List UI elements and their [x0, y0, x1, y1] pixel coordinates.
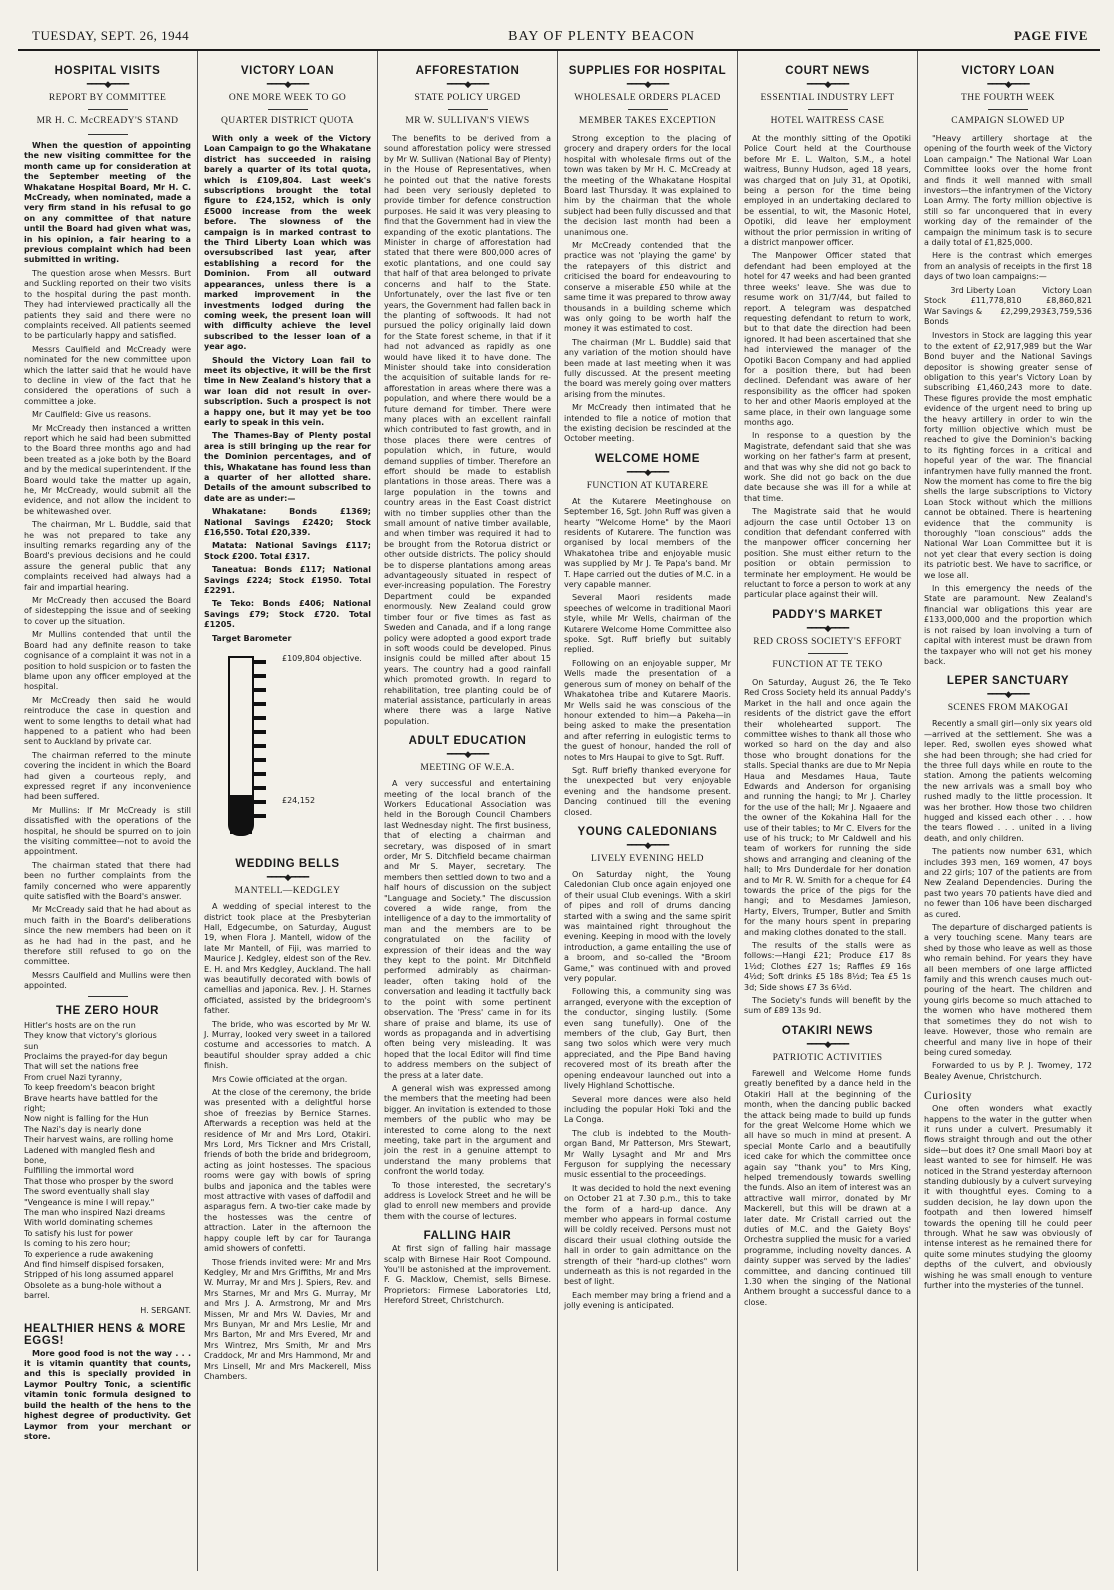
article-body — [744, 678, 911, 1017]
poem-line: From cruel Nazi tyranny, — [24, 1072, 123, 1082]
article-paragraph: On Saturday night, the Young Caledonian Club once again enjoyed one of their usual Club evenings. With a skirl of pipes and roll of drums dancing started with a swing and the same spirit was maintained right throughout the evening. Keeping in mood with the lovely introduction, a game entailing the use of a broom, and so-called the "Broom Game," was continued with and proved very popular. — [564, 869, 731, 984]
table-header-cell: 3rd Liberty Loan — [950, 285, 1016, 295]
article-body — [924, 134, 1092, 283]
paper-name: BAY OF PLENTY BEACON — [508, 29, 696, 44]
subhead: MEMBER TAKES EXCEPTION — [578, 116, 717, 126]
article-paragraph: When the question of appointing the new visiting committee for the month came up for consideration at the September meeting of the Whakatane Hospital Board, Mr H. C. McCready, when nominated, made a very firm stand in his refusal to go on any committee of that nature until the Board had given what was, in his opinion, a fair hearing to a previous complaint which had been submitted in writing. — [24, 141, 191, 265]
article-body — [924, 719, 1092, 1082]
headline-otakiri-news: OTAKIRI NEWS — [781, 1024, 874, 1037]
article-paragraph: The chairman referred to the minute covering the incident in which the Board had given a courteous reply, and expressed regret if any inconvenience had been suffered. — [24, 750, 191, 802]
ornament-rule — [564, 79, 731, 89]
barometer-tick — [252, 702, 266, 706]
table-cell: £3,759,536 — [1046, 306, 1092, 316]
subhead: RED CROSS SOCIETY'S EFFORT — [753, 636, 902, 647]
subhead: ONE MORE WEEK TO GO — [228, 93, 347, 103]
article-paragraph: Several Maori residents made speeches of welcome in traditional Maori style, while Mr Wells, chairman of the Kutarere Welcome Home Committee also spoke. Sgt. Ruff briefly but suitably replied. — [564, 593, 731, 655]
ornament-rule — [744, 79, 911, 89]
masthead — [18, 8, 1100, 51]
poem-line: To experience a rude awakening — [24, 1249, 154, 1259]
table-cell: Stock — [924, 296, 947, 306]
article-paragraph: Mr McCready contended that the practice was not 'playing the game' by the ratepayers of this district and criticised the board for endeavouring to conserve a miserable £50 while at the same time it was prepared to throw away thousands in a building scheme which was only going to be worth half the money it was estimated to cost. — [564, 241, 731, 334]
article-paragraph: Matata: National Savings £117; Stock £200. Total £317. — [204, 541, 371, 561]
table-cell: War Savings & Bonds — [924, 306, 983, 326]
article-paragraph: The chairman, Mr L. Buddle, said that he was not prepared to take any insulting remarks regarding any of the Board's previous decisions and he could assure the general public that any complaints received had always had a fair and impartial hearing. — [24, 520, 191, 592]
article-paragraph: Mr Mullins contended that until the Board had any definite reason to take cognisance of a complaint it was not in a position to hold suspicion or to fasten the blame upon any officer employed at the hospital. — [24, 630, 191, 692]
article-paragraph: Mr McCready then intimated that he intended to file a notice of motion that the existing decision be rescinded at the October meeting. — [564, 403, 731, 444]
barometer-tick — [252, 786, 266, 790]
article-paragraph: Mrs Cowie officiated at the organ. — [212, 1074, 348, 1084]
barometer-tick — [252, 660, 266, 664]
subhead: PATRIOTIC ACTIVITIES — [772, 1052, 883, 1063]
headline-victory-loan: VICTORY LOAN — [240, 65, 335, 77]
poem-line: To keep freedom's beacon bright — [24, 1083, 155, 1093]
poem-line: The sword eventually shall slay — [24, 1187, 150, 1197]
article-paragraph: Mr McCready then instanced a written report which he said had been submitted to the Board three months ago and had been treated as a joke both by the Board and by the medical superintendent. If the Board would take the matter up again, he, Mr McCready, would submit all the evidence, and not allow the incident to be whitewashed over. — [24, 423, 191, 516]
subhead: SCENES FROM MAKOGAI — [947, 703, 1069, 714]
divider — [88, 134, 128, 135]
advert-title: FALLING HAIR — [423, 1230, 512, 1243]
headline-hospital-visits: HOSPITAL VISITS — [54, 65, 161, 77]
article-paragraph: The Society's funds will benefit by the sum of £89 13s 9d. — [744, 996, 911, 1016]
poem-line: To satisfy his lust for power — [24, 1228, 133, 1238]
ornament-rule — [564, 467, 731, 477]
article-paragraph: Should the Victory Loan fail to meet its objective, it will be the first time in New Zealand's history that a war loan did not result in over-subscription. Such a prospect is not a happy one, but it may yet be too early to speak in this vein. — [204, 355, 371, 427]
table-row — [924, 307, 1092, 328]
divider — [88, 996, 128, 997]
subhead: LIVELY EVENING HELD — [591, 853, 704, 864]
poem-line: Their harvest wains, are rolling home — [24, 1135, 174, 1145]
barometer-title: Target Barometer — [212, 633, 292, 643]
article-paragraph: "Heavy artillery shortage at the opening of the fourth week of the Victory Loan campaign." The National War Loan Committee looks over the home front and finds it well manned with small investors—the infantrymen of the Victory Loan Army. The forty million objective is still so far unconquered that in every working day of the remainder of the campaign the minimum task is to secure a daily total of £1,825,000. — [924, 134, 1092, 248]
subhead: MR H. C. McCREADY'S STAND — [36, 116, 179, 126]
columns — [18, 51, 1100, 1571]
poem-line: The Nazi's day is nearly done — [24, 1124, 142, 1134]
article-paragraph: Messrs Caulfield and McCready were nominated for the new committee upon which the latter said that he would have to decline in view of the fact that he considered the operations of such a committee a joke. — [24, 344, 191, 406]
poem-line: bone, — [24, 1155, 47, 1165]
table-cell: £11,778,810 — [970, 296, 1022, 306]
article-paragraph: Mr McCready said that he had about as much faith in the Board's deliberations since the new members had been on it as he had had in the past, and he therefore still refused to go on the committee. — [24, 905, 191, 967]
poem-line: Ladened with mangled flesh and — [24, 1145, 155, 1155]
poem-signature: H. SERGANT. — [140, 1305, 191, 1315]
divider — [808, 653, 848, 654]
table-header-row — [924, 286, 1092, 296]
poem-line: Now night is falling for the Hun — [24, 1114, 149, 1124]
target-barometer — [212, 650, 371, 850]
article-paragraph: The question arose when Messrs. Burt and Suckling reported on their two visits to the hospital during the past month. They had interviewed practically all the patients they said and there were no complaints received. All patients seemed to be particularly happy and satisfied. — [24, 268, 191, 341]
poem — [24, 1021, 191, 1302]
article-paragraph: At the close of the ceremony, the bride was presented with a delightful horse shoe of freezias by Bernice Starnes. Afterwards a reception was held at the residence of Mr and Mrs Lord, Otakiri. Mrs Lord, Mrs Tickner and Mrs Cristall, friends of both the bride and bridegroom, acting as joint hostesses. The spacious rooms were gay with bowls of spring bulbs and japonica and the tables were most attractive with vases of daffodil and asparagus fern. A two-tier cake made by the hostesses was the centre of attraction. Later in the afternoon the happy couple left by car for Tauranga amid showers of confetti. — [204, 1088, 371, 1254]
article-body — [744, 1069, 911, 1308]
article-paragraph: Messrs Caulfield and Mullins were then appointed. — [24, 970, 191, 991]
article-paragraph: Strong exception to the placing of grocery and drapery orders for the local hospital with wholesale firms out of the town was taken by Mr H. C. McCready at the meeting of the Whakatane Hospital Board last Thursday. It was explained to him by the chairman that the whole subject had been fully discussed and that the decision last month had been a unanimous one. — [564, 134, 731, 237]
article-paragraph: The Manpower Officer stated that defendant had been employed at the hotel for 47 weeks and had been granted three weeks' leave. She was due to resume work on 31/7/44, but failed to report. A telegram was despatched requesting defendant to return to work, but to that date the direction had been ignored. It had been ascertained that she had interviewed the manager of the Opotiki Bacon Company and had applied for a position there, but had been declined. Defendant was aware of her responsibility as the officer had spoken to her and other Maoris employed at the same place, in their own language some months ago. — [744, 251, 911, 427]
article-body — [564, 497, 731, 818]
headline-wedding-bells: WEDDING BELLS — [235, 858, 340, 871]
ornament-rule — [744, 623, 911, 633]
headline-curiosity: Curiosity — [924, 1090, 973, 1103]
poem-line: right; — [24, 1103, 46, 1113]
advert-text: More good food is not the way . . . it is vitamin quantity that counts, and this is specially provided in Laymor Poultry Tonic, a scientific vitamin tonic formula designed to build the health of the hens to the highest degree of productivity. Get Laymor from your merchant or store. — [24, 1348, 191, 1441]
headline-zero-hour: THE ZERO HOUR — [56, 1004, 159, 1017]
ornament-rule — [924, 79, 1092, 89]
article-paragraph: Here is the contrast which emerges from an analysis of receipts in the first 18 days of two loan campaigns:— — [924, 251, 1092, 282]
poem-line: "Vengeance is mine I will repay." — [24, 1197, 155, 1207]
article-paragraph: It was decided to hold the next evening on October 21 at 7.30 p.m., this to take the form of a hard-up dance. Any member who appears in formal costume will be coldly received. Persons must not discard their usual clothing outside the hall in order to gain admittance on the strength of their "hard-up clothes" worn underneath as this is not regarded in the best of light. — [564, 1183, 731, 1287]
article-paragraph: Mr McCready then accused the Board of sidestepping the issue and of seeking to cover up the situation. — [24, 596, 191, 626]
column-6 — [918, 51, 1098, 1571]
headline-leper-sanctuary: LEPER SANCTUARY — [946, 675, 1070, 688]
article-body — [204, 902, 371, 1382]
poem-line: Proclaims the prayed-for day begun — [24, 1051, 168, 1061]
article-paragraph: A very successful and entertaining meeting of the local branch of the Workers Educational Association was held in the Borough Council Chambers last Wednesday night. The first business, that of electing a chairman and secretary, was disposed of in smart order, Mr S. Ditchfield became chairman and Mr S. Mayer, secretary. The members then settled down to two and a half hours of discussion on the subject "Language and Society." The discussion covered a wide range, from the intelligence of a day to the immortality of man and the members are to be congratulated on the facility of expression of their ideas and the way they kept to the point. Mr Ditchfield performed admirably as chairman-leader, often taking hold of the conversation and leading it tactfully back to the point with some pertinent observation. The 'Press' came in for its share of praise and blame, its use of words as propaganda and in advertising often being very misleading. It was hoped that the local Editor will find time to address members on the subject of the press at a later date. — [384, 779, 551, 1080]
loan-comparison-table — [924, 286, 1092, 328]
poem-line: Stripped of his long assumed apparel — [24, 1270, 174, 1280]
article-paragraph: To those interested, the secretary's address is Lovelock Street and he will be glad to enroll new members and provide them with the course of lectures. — [384, 1180, 551, 1221]
issue-date: TUESDAY, SEPT. 26, 1944 — [32, 28, 190, 43]
headline-victory-loan: VICTORY LOAN — [961, 65, 1055, 77]
ornament-rule — [924, 689, 1092, 699]
article-paragraph: The chairman stated that there had been no further complaints from the family concerned who were apparently quite satisfied with the Board's answer. — [24, 860, 191, 902]
ornament-rule — [564, 840, 731, 850]
column-2 — [198, 51, 378, 1571]
article-paragraph: Mr Caulfield: Give us reasons. — [32, 410, 152, 420]
ornament-rule — [204, 79, 371, 89]
article-paragraph: The bride, who was escorted by Mr W. J. Murray, looked very sweet in a tailored costume and accessories to match. A beautiful shoulder spray added a chic finish. — [204, 1019, 371, 1071]
ornament-rule — [24, 79, 191, 89]
article-paragraph: Mr McCready then said he would reintroduce the case in question and went to some lengths to detail what had happened to a patient who had been sent to Auckland by private car. — [24, 695, 191, 747]
divider — [88, 109, 128, 110]
barometer-tick — [252, 800, 266, 804]
poem-line: Is coming to his zero hour; — [24, 1239, 131, 1249]
divider — [268, 109, 308, 110]
column-5 — [738, 51, 918, 1571]
ornament-rule — [384, 79, 551, 89]
article-paragraph: In response to a question by the Magistrate, defendant said that she was working on her father's farm at present, and that was why she did not go back to work. She did not go back on the due date because she was ill for a while at that time. — [744, 431, 911, 503]
article-paragraph: The Magistrate said that he would adjourn the case until October 13 on condition that defendant conferred with the manpower officer concerning her position. She must either return to the position or obtain permission to terminate her employment. He would be reluctant to force a person to work at any particular place against their will. — [744, 507, 911, 600]
subhead: WHOLESALE ORDERS PLACED — [574, 93, 721, 103]
poem-line: With world dominating schemes — [24, 1218, 153, 1228]
subhead: MEETING OF W.E.A. — [420, 763, 515, 774]
article-paragraph: At the monthly sitting of the Opotiki Police Court held at the Courthouse before Mr E. L. Walton, S.M., a hotel waitress, Bunny Hudson, aged 18 years, was charged that on July 31, at Opotiki, being a person for the time being employed in an undertaking declared to be essential, to wit, the Masonic Hotel, Opotiki, did leave her employment without the prior permission in writing of a district manpower officer. — [744, 134, 911, 248]
barometer-tick — [252, 716, 266, 720]
divider — [448, 109, 488, 110]
subhead: ESSENTIAL INDUSTRY LEFT — [760, 93, 895, 103]
barometer-tube — [228, 656, 254, 836]
article-paragraph: Mr Mullins: If Mr McCready is still dissatisfied with the operations of the hospital, he should be spurred on to join the visiting committee—not to avoid the appointment. — [24, 805, 191, 857]
article-body — [204, 134, 371, 631]
article-body — [24, 141, 191, 992]
barometer-objective-label: £109,804 objective. — [282, 654, 362, 664]
barometer-current-label: £24,152 — [282, 796, 316, 806]
article-body — [384, 134, 551, 727]
article-body — [744, 134, 911, 601]
table-header-cell: Victory Loan — [1042, 285, 1092, 295]
poem-line: That those who prosper by the sword — [24, 1176, 174, 1186]
ornament-rule — [384, 749, 551, 759]
article-paragraph: On Saturday, August 26, the Te Teko Red Cross Society held its annual Paddy's Market in the hall and once again the residents of the district gave the effort their wholehearted support. The committee wishes to thank all those who worked so hard on the day and also those who brought donations for the stalls. Special thanks are due to Mr Nepia Haua and Mesdames Haua, Taute Edwards and Anderson for organising and running the hangi; to Mr J. Charley for the use of the hall; Mr J. Ngaaere and the owner of the Kokahina Hall for the use of their tables; to Mr C. Elvers for the use of his truck; to Mr Caldwell and his team of workers for running the side shows and arranging and cleaning of the hall; to Mrs Dunderdale for her donation and to Mr R. W. Smith for a cheque for £4 towards the price of the pigs for the hangi; and to Mesdames Jamieson, Harty, Elvers, Trumper, Butler and Smith for the many hours spent in preparing and making clothes donated to the stall. — [744, 677, 911, 937]
divider — [628, 109, 668, 110]
headline-court-news: COURT NEWS — [785, 65, 870, 77]
article-paragraph: Investors in Stock are lagging this year to the extent of £2,917,989 but the War Bond buyer and the National Savings depositor is showing greater sense of obligation to this year's Victory Loan by subscribing £1,460,243 more to date. These figures provide the most emphatic evidence of the urgent need to bring up the heavy artillery in order to win the forty million objective which must be reached to give the Dominion's backing to its fighting forces in a critical and hopeful year of the war. The financial infantrymen have fully manned the front. Now the moment has come to fire the big shells the large subscriptions to Victory Loan Stock without which the millions cannot be obtained. There is heartening evidence that the community is thoroughly "loan conscious" adds the National War Loan Committee but it is not yet clear that every section is doing its patriotic best. We have to sacrifice, or we lose all. — [924, 331, 1092, 580]
headline-afforestation: AFFORESTATION — [415, 65, 520, 77]
article-paragraph: The results of the stalls were as follows:—Hangi £21; Produce £17 8s 1½d; Clothes £27 1s; Raffles £9 16s 4½d; Soft drinks £5 18s 8½d; Tea £5 1s 3d; Side shows £7 3s 6½d. — [744, 941, 911, 992]
article-paragraph: Several more dances were also held including the popular Hoki Toki and the La Conga. — [564, 1094, 731, 1125]
article-paragraph: A general wish was expressed among the members that the meeting had been bigger. An invitation is extended to those members of the public who may be interested to come along to the next meeting, take part in the argument and join the rest in a genuine attempt to understand the many problems that confront the world today. — [384, 1083, 551, 1177]
table-row — [924, 296, 1092, 306]
column-4 — [558, 51, 738, 1571]
divider — [988, 109, 1028, 110]
column-1 — [18, 51, 198, 1571]
article-paragraph: Farewell and Welcome Home funds greatly benefited by a dance held in the Otakiri Hall at the beginning of the month, when the dancing public backed the attack being made to build up funds for the great Welcome Home which we all have so much in mind at present. A special Monte Carlo and a beautifully iced cake for which the committee once again say "thank you" to Mrs King, helped tremendously towards swelling the funds. Also an item of interest was an attractive wall mirror, donated by Mr Mackerell, but this will be drawn at a later date. Mr Cristall carried out the duties of M.C. and the Gaiety Boys' Orchestra supplied the music for a varied programme, including novelty dances. A dainty supper was served by the ladies' committee, and dancing continued till 1.30 when the singing of the National Anthem brought a successful dance to a close. — [744, 1068, 912, 1307]
article-paragraph: Each member may bring a friend and a jolly evening is anticipated. — [564, 1290, 731, 1311]
article-paragraph: Te Teko: Bonds £406; National Savings £79; Stock £720. Total £1205. — [204, 599, 371, 630]
subhead: THE FOURTH WEEK — [961, 93, 1055, 103]
barometer-tick — [252, 744, 266, 748]
article-paragraph: Taneatua: Bonds £117; National Savings £224; Stock £1950. Total £2291. — [204, 565, 371, 596]
article-paragraph: Sgt. Ruff briefly thanked everyone for the unexpected but very enjoyable evening and the handsome present. Dancing continued till the evening closed. — [564, 765, 731, 817]
subhead: REPORT BY COMMITTEE — [48, 93, 167, 103]
headline-adult-education: ADULT EDUCATION — [408, 735, 527, 748]
column-3 — [378, 51, 558, 1571]
poem-line: They know that victory's glorious — [24, 1031, 157, 1041]
article-paragraph: Forwarded to us by P. J. Twomey, 172 Bealey Avenue, Christchurch. — [924, 1061, 1092, 1081]
article-paragraph: Recently a small girl—only six years old—arrived at the settlement. She was a leper. Red, swollen eyes showed what she had been through; she had cried for the three full days while en route to the station. Among the patients welcoming the new arrivals was a small boy who rushed madly to the little procession. It was her brother. How those two children hugged and kissed each other . . . how the tears flowed . . . united in a living death, and only children. — [924, 719, 1092, 843]
subhead: HOTEL WAITRESS CASE — [770, 116, 885, 126]
article-paragraph: With only a week of the Victory Loan Campaign to go the Whakatane district has succeeded in raising barely a quarter of its total quota, which is £109,804. Last week's subscriptions brought the total figure to £24,152, which is only £5000 increase from the week before. The slowness of the campaign is in marked contrast to the Third Liberty Loan which was oversubscribed last year, after establishing a record for the Dominion. From all outward appearances, unless there is a marked improvement in the investments lodged during the coming week, the present loan will with difficulty achieve the level subscribed to the lesser loan of a year ago. — [204, 134, 371, 352]
poem-line: The man who inspired Nazi dreams — [24, 1208, 166, 1217]
article-paragraph: One often wonders what exactly happens to the water in the gutter when it runs under a culvert. Presumably it flows straight through and out the other side—but does it? One small Maori boy at least wanted to see for himself. He was noticed in the Strand yesterday afternoon standing dubiously by a culvert surveying it with thoughtful eyes. Coming to a sudden decision, he lay down upon the footpath and then lowered himself towards the opening till he could peer through. What he saw was obviously of intense interest as he remained there for quite some minutes studying the gloomy depths of the culvert, and obviously wishing he was small enough to venture further into the mysteries of the tunnel. — [924, 1104, 1092, 1291]
subhead: STATE POLICY URGED — [414, 93, 521, 103]
advert-text: At first sign of falling hair massage scalp with Birnese Hair Root Compound. You'll be astonished at the improvement. F. G. Macklow, Chemist, sells Birnese. Proprietors: Firmese Laboratories Ltd, Hereford Street, Christchurch. — [384, 1244, 551, 1306]
article-paragraph: The departure of discharged patients is a very touching scene. Many tears are shed by those who leave as well as those who remain behind. For years they have all been members of one large afflicted family and this wrench causes much out-pouring of the heart. The children and young girls become so much attached to the women who have mothered them that sometimes they do not wish to leave. However, those who remain are cheerful and many live in hope of their being cured someday. — [924, 923, 1092, 1057]
article-paragraph: A wedding of special interest to the district took place at the Presbyterian Hall, Edgecumbe, on Saturday, August 19, when Flora J. Mantell, widow of the late Mr Mantell, of Fiji, was married to Maurice J. Kedgley, eldest son of the Rev. E. H. and Mrs Kedgley, Auckland. The hall was beautifully decorated with bowls of camellias and japonica. Rev. J. H. Starnes officiated, assisted by the bridegroom's father. — [204, 902, 371, 1016]
advert-title: HEALTHIER HENS & MORE EGGS! — [24, 1322, 186, 1347]
subhead: MR W. SULLIVAN'S VIEWS — [405, 116, 530, 126]
article-paragraph: The benefits to be derived from a sound afforestation policy were stressed by Mr W. Sullivan (National Bay of Plenty) in the House of Representatives, when he pointed out that the native forests had been very seriously depleted to provide timber for defence construction purposes. He said it was very pleasing to find that the Government had in view the expanding of the exotic plantations. The Minister in charge of afforestation had stated that there were 800,000 acres of exotic plantations, and one could say that half of that area belonged to private concerns and half to the State. Unfortunately, over the last five or ten years, the Government had fallen back in the planting of softwoods. It had not pursued the policy originally laid down for the State forest scheme, in that if it had not advanced as rapidly as one would have liked it to have done. The Minister should take into consideration the acquisition of suitable lands for re-afforestation in areas where there was a population, and where there would be a future demand for timber. There were many places with an excellent rainfall which contributed to fast growth, and in those places there were centres of population which, in future, would demand supplies of timber. Therefore an effort should be made to establish plantations in those areas. There was a large population in the towns and country areas in the East Coast district with no timber supplies other than the small amount of native timber available, and when timber was required it had to be brought from the Rotorua district or other outside districts. The policy should be to disperse plantations among areas advantageously situated in respect of ever-increasing population. The Forestry Department could be expanded enormously. New Zealand could grow timber four or five times as fast as Sweden and Canada, and if a long range policy were adopted a good export trade in soft woods could be developed. Pinus insignis could be milled after about 15 years. The country had a good rainfall which promoted growth. In regard to rehabilitation, tree planting could be of material assistance, particularly in areas where there was a large Native population. — [384, 134, 551, 726]
article-paragraph: At the Kutarere Meetinghouse on September 16, Sgt. John Ruff was given a hearty "Welcome Home" by the Maori residents of Kutarere. The function was organised by local members of the Whakatohea tribe and enjoyable music was supplied by Mr J. Te Papa's band. Mr T. Hape carried out the duties of M.C. in a very capable manner. — [564, 496, 731, 590]
barometer-tick — [252, 772, 266, 776]
headline-supplies-for-hospital: SUPPLIES FOR HOSPITAL — [568, 65, 727, 77]
article-body — [924, 331, 1092, 667]
divider — [808, 109, 848, 110]
ornament-rule — [744, 1039, 911, 1049]
poem-line: Obsolete as a bung-hole without a — [24, 1280, 162, 1290]
subhead: FUNCTION AT TE TEKO — [772, 659, 883, 670]
poem-line: And find himself dispised forsaken, — [24, 1260, 165, 1270]
article-paragraph: The Thames-Bay of Plenty postal area is still bringing up the rear for the Dominion percentages, and of this, Whakatane has found less than a quarter of her allotted share. Details of the amount subscribed to date are as under:— — [204, 431, 371, 503]
article-paragraph: The patients now number 631, which includes 393 men, 169 women, 47 boys and 22 girls; 107 of the patients are from New Zealand Dependencies. During the past two years 70 patients have died and no fewer than 106 have been discharged as cured. — [924, 847, 1092, 919]
ornament-rule — [204, 872, 371, 882]
barometer-tick — [252, 814, 266, 818]
table-cell: £8,860,821 — [1046, 296, 1092, 306]
poem-line: Fulfilling the immortal word — [24, 1166, 134, 1176]
article-paragraph: Those friends invited were: Mr and Mrs Kedgley, Mr and Mrs Griffiths, Mr and Mrs W. Murray, Mr and Mrs J. Spiers, Rev. and Mrs Starnes, Mr and Mrs G. Murray, Mr and Mrs J. A. Armstrong, Mr and Mrs Missen, Mr and Mrs W. Davies, Mr and Mrs Bunyan, Mr and Mrs Leslie, Mr and Mrs Barton, Mr and Mrs Evered, Mr and Mrs Wintrez, Mrs Smith, Mr and Mrs Craddock, Mr and Mrs Hammond, Mr and Mrs Linsell, Mr and Mrs Mackerell, Miss Chambers. — [204, 1257, 371, 1381]
headline-young-caledonians: YOUNG CALEDONIANS — [577, 825, 718, 838]
poem-line: sun — [24, 1041, 39, 1051]
poem-line: barrel. — [24, 1291, 50, 1301]
poem-line: That will set the nations free — [24, 1062, 139, 1072]
article-body — [384, 779, 551, 1222]
article-paragraph: Following this, a community sing was arranged, everyone with the exception of the conductor, singing lustily. (Some even sang tunefully). One of the members of the club, Gay Burt, then sang two solos which were very much appreciated, and the Pipe Band having recovered most of its breath after the opening endeavour launched out into a lively Highland Schottische. — [564, 987, 731, 1091]
article-body — [564, 870, 731, 1312]
subhead: QUARTER DISTRICT QUOTA — [221, 116, 354, 126]
subhead: FUNCTION AT KUTARERE — [586, 480, 709, 491]
barometer-fill — [230, 795, 252, 834]
barometer-tick — [252, 674, 266, 678]
headline-paddys-market: PADDY'S MARKET — [772, 608, 883, 621]
page-number: PAGE FIVE — [1014, 28, 1088, 43]
article-paragraph: Following on an enjoyable supper, Mr Wells made the presentation of a generous sum of money on behalf of the Whakatohea tribe and Kutarere Maoris. Mr Wells said he was conscious of the honour extended to him—a Pakeha—in being asked to make the presentation and after referring in eulogistic terms to the guest of honour, handed the roll of notes to Mrs Haupai to give to Sgt. Ruff. — [564, 658, 731, 762]
article-paragraph: The chairman (Mr L. Buddle) said that any variation of the motion should have been made at last meeting when it was fully discussed. At the present meeting the board was merely going over matters arising from the minutes. — [564, 337, 731, 399]
poem-line: Brave hearts have battled for the — [24, 1093, 158, 1103]
article-paragraph: Whakatane: Bonds £1369; National Savings £2420; Stock £16,550. Total £20,339. — [204, 507, 371, 538]
subhead: CAMPAIGN SLOWED UP — [951, 116, 1065, 126]
barometer-tick — [252, 688, 266, 692]
barometer-tick — [252, 758, 266, 762]
article-paragraph: In this emergency the needs of the State are paramount. New Zealand's financial war obligations this year are £133,000,000 and the proportion which is not raised by loan involving a turn of capital with interest must be drawn from the taxpayer who will not get his money back. — [924, 584, 1092, 666]
poem-line: Hitler's hosts are on the run — [24, 1020, 136, 1030]
table-cell: £2,299,293 — [1000, 306, 1047, 316]
subhead: MANTELL—KEDGLEY — [234, 886, 341, 897]
article-body — [564, 134, 731, 445]
barometer-tick — [252, 730, 266, 734]
headline-welcome-home: WELCOME HOME — [595, 452, 700, 465]
article-paragraph: The club is indebted to the Mouth-organ Band, Mr Patterson, Mrs Stewart, Mr Wally Lysaght and Mr and Mrs Ferguson for supplying the necessary music essential to the proceedings. — [564, 1128, 731, 1180]
